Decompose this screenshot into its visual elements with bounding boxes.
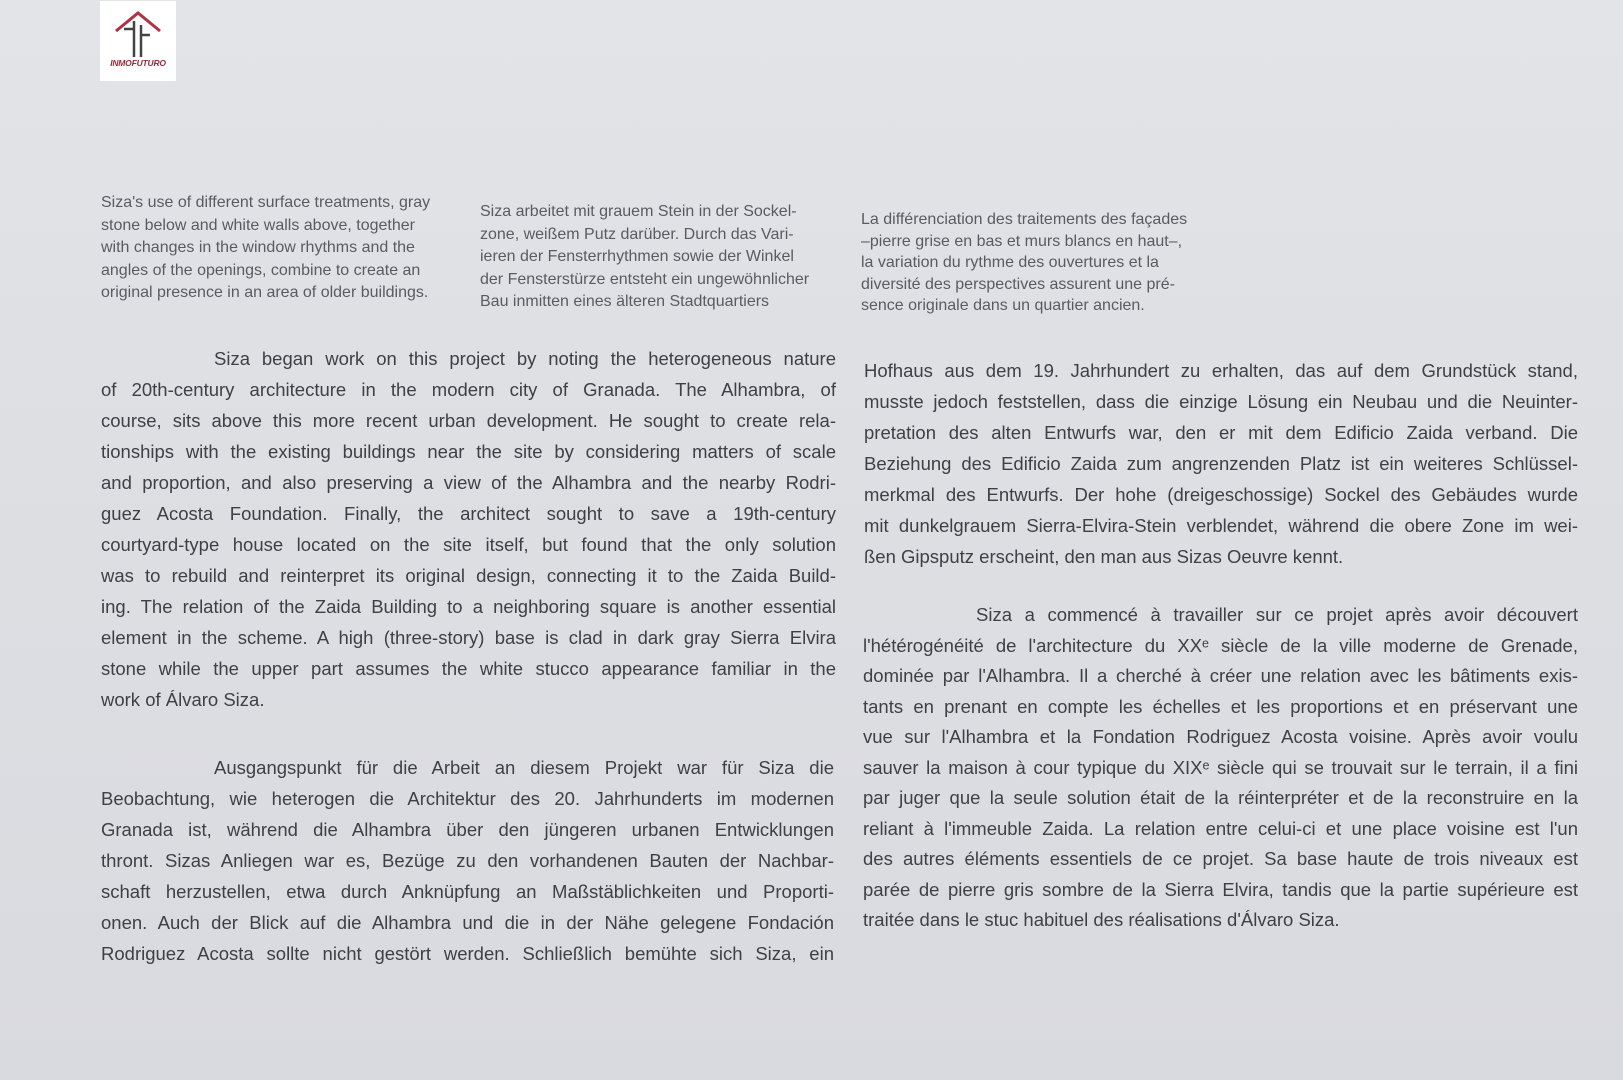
text-line: traitée dans le stuc habituel des réalisations d'Álvaro Siza. xyxy=(863,909,1340,930)
text-line: courtyard-type house located on the site itself, but found that the only solution xyxy=(101,534,836,555)
logo xyxy=(100,1,176,81)
text-line: Ausgangspunkt für die Arbeit an diesem Projekt war für Siza die xyxy=(214,757,834,778)
caption-line: diversité des perspectives assurent une pré- xyxy=(861,275,1175,293)
caption-line: Bau inmitten eines älteren Stadtquartiers xyxy=(480,293,770,310)
text-line: Siza a commencé à travailler sur ce projet après avoir découvert xyxy=(976,604,1578,625)
caption-line: stone below and white walls above, together xyxy=(101,216,415,234)
text-line: onen. Auch der Blick auf die Alhambra und die in der Nähe gelegene Fondación xyxy=(101,912,834,933)
text-line: work of Álvaro Siza. xyxy=(101,689,265,710)
english-paragraph xyxy=(101,343,836,715)
text-line: reliant à l'immeuble Zaida. La relation entre celui-ci et une place voisine est l'un xyxy=(863,817,1578,839)
text-line: and proportion, and also preserving a view of the Alhambra and the nearby Rodri- xyxy=(101,472,836,493)
text-line: l'hétérogénéité de l'architecture du XXᵉ siècle de la ville moderne de Grenade, xyxy=(863,634,1578,656)
house-logo-icon xyxy=(114,9,162,59)
logo-text: INMOFUTURO xyxy=(110,58,166,68)
caption-line: Siza arbeitet mit grauem Stein in der Sockel- xyxy=(480,203,797,220)
text-line: ßen Gipsputz erscheint, den man aus Sizas Oeuvre kennt. xyxy=(864,546,1344,567)
text-line: stone while the upper part assumes the white stucco appearance familiar in the xyxy=(101,658,836,679)
text-line: tants en prenant en compte les échelles et les proportions et en préservant une xyxy=(863,695,1578,717)
text-line: ing. The relation of the Zaida Building to a neighboring square is another essential xyxy=(101,596,836,617)
caption-line: sence originale dans un quartier ancien. xyxy=(861,297,1145,314)
text-line: dominée par l'Alhambra. Il a cherché à créer une relation avec les bâtiments exis- xyxy=(863,665,1578,686)
caption-line: –pierre grise en bas et murs blancs en haut–, xyxy=(861,232,1183,250)
text-line: Hofhaus aus dem 19. Jahrhundert zu erhalten, das auf dem Grundstück stand, xyxy=(864,360,1578,381)
text-line: guez Acosta Foundation. Finally, the architect sought to save a 19th-century xyxy=(101,503,836,524)
german-paragraph-part2 xyxy=(864,355,1578,572)
text-line: thront. Sizas Anliegen war es, Bezüge zu den vorhandenen Bauten der Nachbar- xyxy=(101,850,834,871)
caption-line: La différenciation des traitements des façades xyxy=(861,211,1188,228)
caption-french xyxy=(861,209,1211,317)
text-line: des autres éléments essentiels de ce projet. Sa base haute de trois niveaux est xyxy=(863,848,1578,869)
caption-line: ieren der Fensterrhythmen sowie der Winkel xyxy=(480,248,794,265)
caption-line: angles of the openings, combine to create an xyxy=(101,261,421,279)
caption-line: original presence in an area of older buildings. xyxy=(101,284,429,301)
caption-line: with changes in the window rhythms and the xyxy=(101,239,415,256)
caption-german xyxy=(480,201,840,314)
text-line: course, sits above this more recent urban development. He sought to create rela- xyxy=(101,410,836,431)
text-line: pretation des alten Entwurfs war, den er mit dem Edificio Zaida verband. Die xyxy=(864,422,1578,443)
french-paragraph xyxy=(863,600,1578,936)
text-line: Granada ist, während die Alhambra über den jüngeren urbanen Entwicklungen xyxy=(101,819,834,840)
caption-line: Siza's use of different surface treatments, gray xyxy=(101,194,431,211)
text-line: vue sur l'Alhambra et la Fondation Rodriguez Acosta voisine. Après avoir voulu xyxy=(863,726,1578,747)
text-line: Beobachtung, wie heterogen die Architektur des 20. Jahrhunderts im modernen xyxy=(101,788,834,809)
caption-line: zone, weißem Putz darüber. Durch das Vari- xyxy=(480,225,794,243)
text-line: Rodriguez Acosta sollte nicht gestört werden. Schließlich bemühte sich Siza, ein xyxy=(101,943,834,964)
text-line: musste jedoch feststellen, dass die einzige Lösung ein Neubau und die Neuinter- xyxy=(864,391,1578,412)
text-line: tionships with the existing buildings near the site by considering matters of scale xyxy=(101,441,836,462)
german-paragraph-part1 xyxy=(101,752,834,969)
text-line: merkmal des Entwurfs. Der hohe (dreigeschossige) Sockel des Gebäudes wurde xyxy=(864,484,1578,505)
text-line: Siza began work on this project by noting the heterogeneous nature xyxy=(214,348,836,369)
text-line: was to rebuild and reinterpret its original design, connecting it to the Zaida Build- xyxy=(101,565,836,586)
text-line: sauver la maison à cour typique du XIXᵉ siècle qui se trouvait sur le terrain, il a fini xyxy=(863,756,1578,778)
text-line: Beziehung des Edificio Zaida zum angrenzenden Platz ist ein weiteres Schlüssel- xyxy=(864,453,1578,474)
text-line: par juger que la seule solution était de la réinterpréter et de la reconstruire en la xyxy=(863,787,1578,808)
text-line: parée de pierre gris sombre de la Sierra Elvira, tandis que la partie supérieure est xyxy=(863,878,1578,900)
caption-line: la variation du rythme des ouvertures et la xyxy=(861,254,1159,271)
text-line: element in the scheme. A high (three-story) base is clad in dark gray Sierra Elvira xyxy=(101,627,836,648)
text-line: of 20th-century architecture in the modern city of Granada. The Alhambra, of xyxy=(101,379,836,400)
text-line: schaft herzustellen, etwa durch Anknüpfung an Maßstäblichkeiten und Proporti- xyxy=(101,881,834,902)
caption-english xyxy=(101,192,461,305)
text-line: mit dunkelgrauem Sierra-Elvira-Stein verblendet, während die obere Zone im wei- xyxy=(864,515,1578,536)
caption-line: der Fensterstürze entsteht ein ungewöhnlicher xyxy=(480,270,810,288)
